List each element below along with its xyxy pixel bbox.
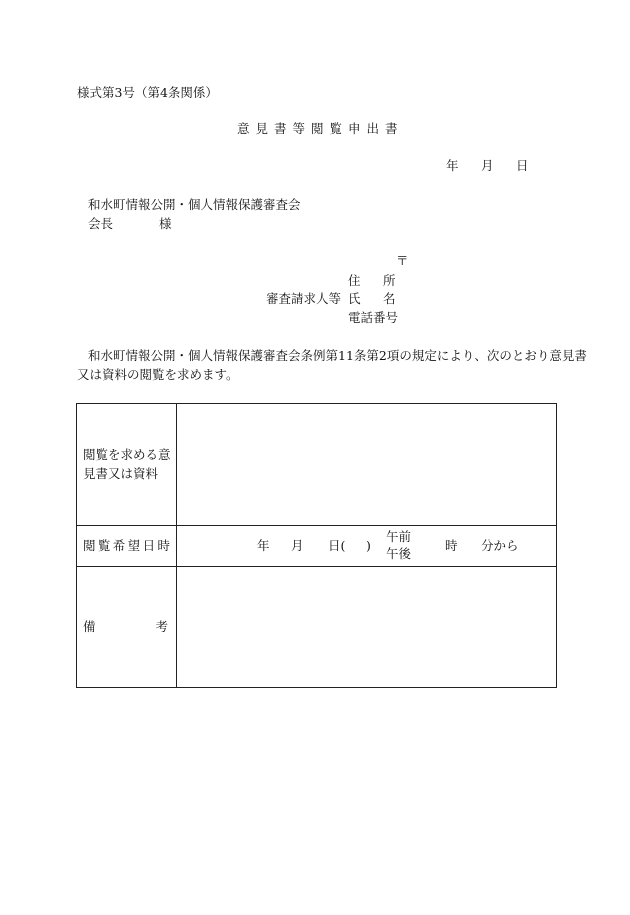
body-text-line2: 又は資料の閲覧を求めます。 <box>77 367 239 382</box>
hope-year: 年 <box>257 538 270 553</box>
address-label-1: 住 <box>348 273 361 288</box>
name-label-2: 名 <box>383 291 396 306</box>
table-row <box>77 567 557 688</box>
remarks-label-char: 考 <box>155 618 168 634</box>
addressee-sama: 様 <box>159 216 172 231</box>
hope-day: 日( <box>328 538 346 553</box>
date-year: 年 <box>446 158 459 173</box>
document-label-line2: 見書又は資料 <box>83 465 159 481</box>
document-title: 意見書等閲覧申出書 <box>237 121 404 136</box>
date-month: 月 <box>481 158 494 173</box>
body-text-line1: 和水町情報公開・個人情報保護審査会条例第11条第2項の規定により、次のとおり意見書 <box>88 348 587 363</box>
hope-month: 月 <box>291 538 304 553</box>
addressee-org: 和水町情報公開・個人情報保護審査会 <box>88 197 301 212</box>
remarks-label-cell <box>77 567 177 688</box>
remarks-label-char: 備 <box>83 618 96 634</box>
phone-label: 電話番号 <box>348 310 399 325</box>
hope-paren-close: ) <box>366 538 371 553</box>
datetime-label-cell <box>77 526 177 567</box>
addressee-chair: 会長 <box>88 216 114 231</box>
name-label-1: 氏 <box>348 291 361 306</box>
hope-am: 午前 <box>386 529 412 544</box>
date-day: 日 <box>516 158 529 173</box>
datetime-input-cell[interactable] <box>177 526 557 567</box>
datetime-label-char: 望 <box>127 537 141 553</box>
document-label-cell <box>77 404 177 526</box>
datetime-label-char: 日 <box>142 537 156 553</box>
table-row <box>77 404 557 526</box>
hope-minute: 分から <box>481 538 519 553</box>
form-number: 様式第3号（第4条関係） <box>77 85 218 100</box>
datetime-label-char: 希 <box>112 537 126 553</box>
postal-mark: 〒 <box>396 253 409 268</box>
requester-label: 審査請求人等 <box>266 291 342 306</box>
datetime-label-char: 時 <box>157 537 170 553</box>
table-row <box>77 526 557 567</box>
address-label-2: 所 <box>383 273 396 288</box>
hope-pm: 午後 <box>386 546 412 561</box>
document-input-cell[interactable] <box>177 404 557 526</box>
datetime-label-char: 覧 <box>97 537 111 553</box>
datetime-label-char: 閲 <box>83 537 96 553</box>
remarks-input-cell[interactable] <box>177 567 557 688</box>
request-table <box>76 403 557 688</box>
document-label-line1: 閲覧を求める意 <box>83 447 171 463</box>
hope-hour: 時 <box>445 538 458 553</box>
